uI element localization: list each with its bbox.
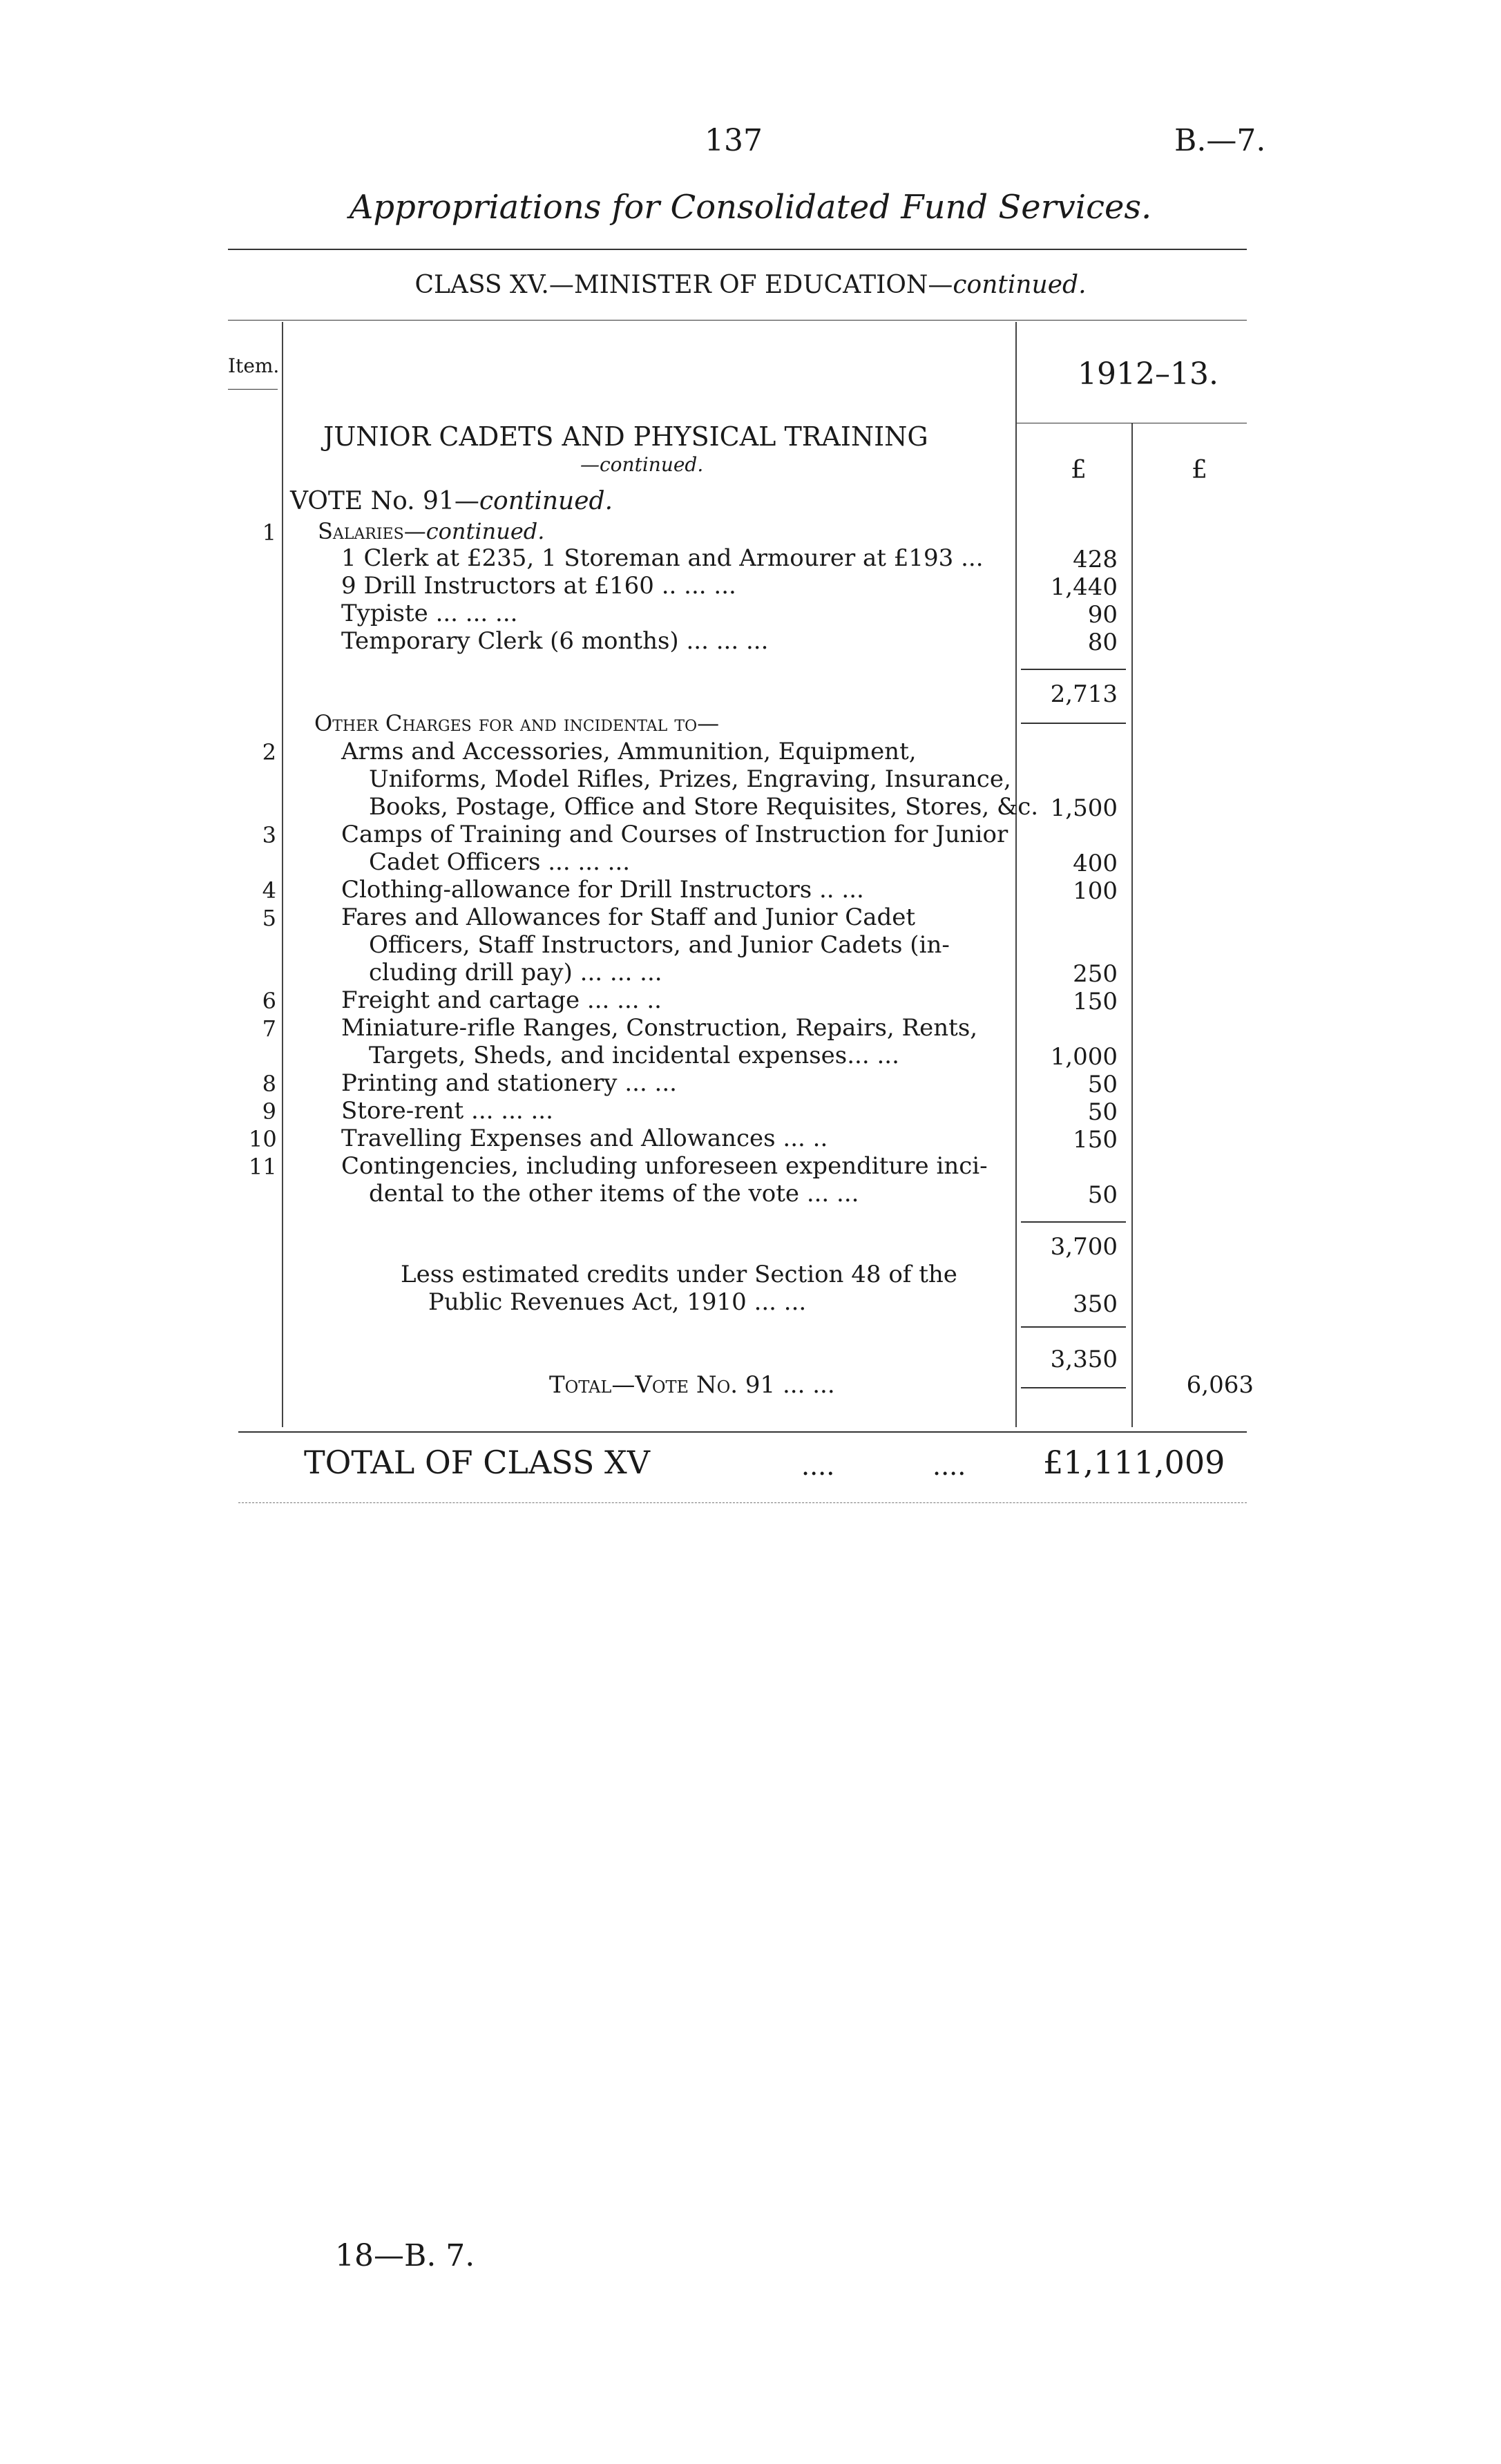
subtotal-rule <box>1021 1221 1126 1223</box>
grand-total-amount: £1,111,009 <box>1043 1444 1225 1481</box>
item-column-header: Item. <box>228 354 280 377</box>
item-column-rule <box>282 322 283 1427</box>
class-heading-main: CLASS XV.—MINISTER OF EDUCATION— <box>414 271 953 299</box>
charge-amount: 50 <box>1087 1071 1118 1098</box>
section-title: JUNIOR CADETS AND PHYSICAL TRAINING <box>323 421 928 452</box>
charge-line: Store-rent ... ... ... <box>341 1097 553 1125</box>
charge-line: Books, Postage, Office and Store Requisites, Stores, &c. <box>369 793 1039 821</box>
year-column-header: 1912–13. <box>1078 356 1218 392</box>
item-number: 6 <box>262 988 276 1014</box>
charge-amount: 1,500 <box>1050 794 1118 822</box>
salary-row-text: 9 Drill Instructors at £160 .. ... ... <box>341 572 736 600</box>
charge-line: Fares and Allowances for Staff and Junior Cadet <box>341 904 916 931</box>
salaries-subtotal: 2,713 <box>1050 680 1118 708</box>
charge-amount: 50 <box>1087 1181 1118 1209</box>
net-rule <box>1021 1326 1126 1328</box>
charge-amount: 150 <box>1073 1126 1118 1154</box>
charge-line: dental to the other items of the vote ... ... <box>369 1180 859 1207</box>
salaries-heading-continued: continued. <box>426 518 545 544</box>
vote-label-main: VOTE No. 91— <box>290 487 479 515</box>
amount-column-rule-2 <box>1131 423 1133 1427</box>
charge-line: Camps of Training and Courses of Instruction for Junior <box>341 821 1008 848</box>
footer-reference: 18—B. 7. <box>335 2238 475 2273</box>
salary-row-amount: 428 <box>1073 546 1118 573</box>
grand-total-leader-1: .... <box>801 1451 835 1481</box>
table-top-rule <box>228 320 1247 321</box>
vote-label-continued: continued. <box>479 487 613 515</box>
net-amount: 3,350 <box>1050 1346 1118 1373</box>
less-credits-amount: 350 <box>1073 1290 1118 1318</box>
charge-amount: 100 <box>1073 877 1118 905</box>
item-number: 11 <box>249 1154 277 1180</box>
salary-row-text: 1 Clerk at £235, 1 Storeman and Armourer at £193 ... <box>341 544 984 572</box>
vote-label <box>290 487 613 515</box>
class-heading-suffix: continued. <box>953 271 1087 299</box>
charge-line: Contingencies, including unforeseen expenditure inci- <box>341 1152 988 1180</box>
item-number: 4 <box>262 877 276 904</box>
header-rule <box>228 249 1247 250</box>
grand-total-label: TOTAL OF CLASS XV <box>304 1444 650 1481</box>
salary-row-amount: 90 <box>1087 601 1118 629</box>
running-title: Appropriations for Consolidated Fund Services. <box>349 188 1152 227</box>
page-number: 137 <box>705 123 763 158</box>
item-number: 3 <box>262 822 276 848</box>
other-charges-subtotal: 3,700 <box>1050 1233 1118 1261</box>
charge-amount: 250 <box>1073 960 1118 988</box>
subtotal-underline <box>1021 723 1126 724</box>
salary-row-amount: 80 <box>1087 629 1118 656</box>
less-credits-line: Less estimated credits under Section 48 of the <box>401 1261 957 1288</box>
subtotal-rule <box>1021 669 1126 670</box>
grand-total-leader-2: .... <box>933 1451 966 1481</box>
vote-total-label: Total—Vote No. 91 ... ... <box>549 1371 835 1399</box>
charge-line: Targets, Sheds, and incidental expenses... ... <box>369 1042 899 1069</box>
charge-line: Clothing-allowance for Drill Instructors .. ... <box>341 876 864 904</box>
class-heading <box>0 271 1501 299</box>
salary-row-text: Temporary Clerk (6 months) ... ... ... <box>341 627 769 655</box>
salary-row-amount: 1,440 <box>1050 573 1118 601</box>
item-header-underline <box>228 389 278 390</box>
section-title-continued: —continued. <box>580 453 704 476</box>
net-underline <box>1021 1387 1126 1388</box>
charge-line: Arms and Accessories, Ammunition, Equipment, <box>341 738 917 765</box>
item-number: 10 <box>249 1126 277 1152</box>
charge-line: Officers, Staff Instructors, and Junior Cadets (in- <box>369 931 950 959</box>
item-number: 5 <box>262 905 276 931</box>
charge-amount: 400 <box>1073 850 1118 877</box>
charge-amount: 150 <box>1073 988 1118 1015</box>
item-number: 2 <box>262 739 276 765</box>
charge-line: Printing and stationery ... ... <box>341 1069 677 1097</box>
other-charges-heading: Other Charges for and incidental to— <box>314 710 720 736</box>
item-number: 1 <box>262 519 276 546</box>
less-credits-line: Public Revenues Act, 1910 ... ... <box>428 1288 807 1316</box>
charge-line: Cadet Officers ... ... ... <box>369 848 631 876</box>
item-number: 9 <box>262 1098 276 1125</box>
item-number: 8 <box>262 1071 276 1097</box>
charge-amount: 1,000 <box>1050 1043 1118 1071</box>
charge-line: Freight and cartage ... ... .. <box>341 986 662 1014</box>
document-reference: B.—7. <box>1174 123 1266 158</box>
currency-header-2: £ <box>1192 456 1207 484</box>
salaries-heading-main: Salaries— <box>318 518 426 544</box>
table-bottom-rule <box>238 1431 1247 1433</box>
charge-line: Miniature-rifle Ranges, Construction, Repairs, Rents, <box>341 1014 978 1042</box>
salary-row-text: Typiste ... ... ... <box>341 600 518 627</box>
charge-line: Uniforms, Model Rifles, Prizes, Engraving, Insurance, <box>369 765 1011 793</box>
grand-total-rule <box>238 1502 1247 1503</box>
vote-total-amount: 6,063 <box>1186 1371 1254 1399</box>
charge-line: cluding drill pay) ... ... ... <box>369 959 662 986</box>
item-number: 7 <box>262 1015 276 1042</box>
currency-header-1: £ <box>1071 456 1087 484</box>
salaries-heading <box>318 518 544 544</box>
charge-amount: 50 <box>1087 1098 1118 1126</box>
charge-line: Travelling Expenses and Allowances ... .. <box>341 1125 828 1152</box>
